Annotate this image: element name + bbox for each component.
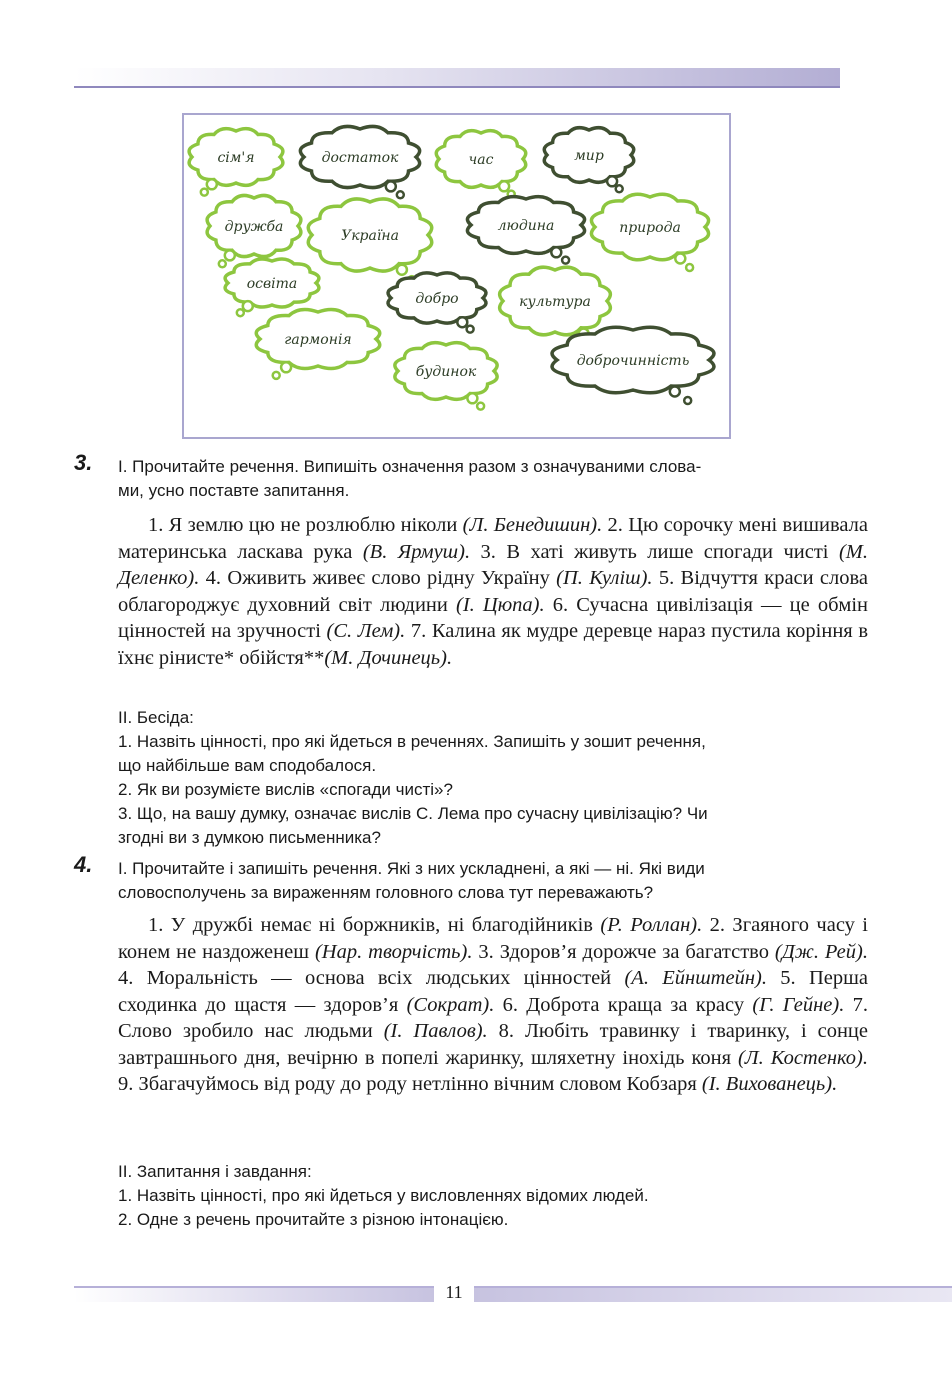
- question-line: 1. Назвіть цінності, про які йдеться у висловленнях відомих людей.: [118, 1186, 649, 1205]
- question-line: 2. Одне з речень прочитайте з різною інтонацією.: [118, 1210, 509, 1229]
- cloud-tail: [551, 247, 561, 257]
- instruction-line: І. Прочитайте речення. Випишіть означення разом з означуваними слова-: [118, 457, 702, 476]
- question-line: що найбільше вам сподобалося.: [118, 756, 377, 775]
- cloud-word: будинок: [415, 364, 477, 380]
- cloud-tail: [670, 387, 680, 397]
- cloud-word: культура: [519, 294, 591, 310]
- cloud-word: дружба: [224, 219, 284, 235]
- question-line: 2. Як ви розумієте вислів «спогади чисті»?: [118, 780, 453, 799]
- section-title: ІІ. Бесіда:: [118, 708, 194, 727]
- cloud-word: добро: [415, 291, 459, 307]
- sentence-author: (Р. Роллан).: [600, 914, 703, 936]
- sentence-author: (І. Павлов).: [383, 1020, 488, 1042]
- speech-cloud: [591, 194, 708, 271]
- sentence-author: (Г. Гейне).: [752, 993, 845, 1016]
- speech-cloud: [308, 199, 431, 283]
- task-3-discussion: [118, 706, 868, 850]
- task-3-instruction: [118, 455, 868, 503]
- sentence-text: 4. Моральність — основа всіх людських цінностей: [118, 967, 625, 989]
- sentence-text: 7. Калина як мудре деревце нараз пустила коріння в їхнє рінисте* обійстя**: [118, 620, 869, 669]
- sentence-text: 7. Слово зробило нас людьми: [118, 993, 869, 1042]
- cloud-tail: [675, 254, 685, 264]
- sentence-author: (Дж. Рей).: [774, 940, 868, 963]
- word-cloud-figure: [182, 113, 731, 439]
- cloud-tail: [467, 393, 477, 403]
- cloud-tail: [684, 397, 691, 404]
- footer-rule-left: [74, 1286, 434, 1302]
- sentence-author: (Нар. творчість).: [314, 940, 473, 963]
- sentence-text: 2. Цю сорочку мені вишивала материнська ласкава рука: [118, 514, 868, 563]
- cloud-word: мир: [574, 148, 604, 164]
- task-4-instruction: [118, 857, 868, 905]
- cloud-word: доброчинність: [576, 353, 690, 369]
- cloud-word: сім'я: [217, 150, 255, 166]
- speech-cloud: [395, 343, 497, 410]
- word-cloud-illustration: [184, 115, 729, 437]
- sentence-author: (П. Куліш).: [556, 567, 653, 589]
- cloud-tail: [273, 372, 280, 379]
- question-line: 1. Назвіть цінності, про які йдеться в реченнях. Запишіть у зошит речення,: [118, 732, 706, 751]
- speech-cloud: [225, 259, 319, 316]
- cloud-word: час: [468, 152, 494, 168]
- speech-cloud: [552, 327, 714, 404]
- section-title: ІІ. Запитання і завдання:: [118, 1162, 312, 1181]
- cloud-tail: [616, 185, 623, 192]
- speech-cloud: [388, 273, 486, 333]
- sentence-text: 8. Любіть травинку і тваринку, і сонце завтрашнього дня, вечірню в попелі жаринку, шляхетну інохідь коня: [118, 1020, 868, 1069]
- cloud-word: освіта: [246, 276, 298, 292]
- cloud-tail: [397, 265, 407, 275]
- sentence-text: 4. Оживить живеє слово рідну Україну: [199, 567, 557, 589]
- cloud-word: достаток: [321, 150, 399, 166]
- cloud-tail: [243, 301, 253, 311]
- page-number: 11: [445, 1282, 463, 1302]
- cloud-tail: [686, 264, 693, 271]
- cloud-word: Україна: [341, 228, 399, 244]
- sentence-text: 6. Сучасна цивілізація — це обмін цінностей на зручності: [118, 593, 868, 642]
- sentence-text: 6. Доброта краща за красу: [494, 993, 753, 1016]
- cloud-tail: [237, 309, 244, 316]
- sentence-text: 1. У дружбі немає ні боржників, ні благодійників: [148, 914, 601, 936]
- cloud-tail: [386, 181, 396, 191]
- cloud-word: природа: [619, 220, 681, 236]
- task-3-sentences: [118, 512, 868, 671]
- sentence-author: (М. Дочинець).: [324, 646, 453, 669]
- speech-cloud: [436, 131, 525, 198]
- sentence-author: (І. Вихованець).: [701, 1073, 838, 1095]
- speech-cloud: [207, 195, 301, 267]
- cloud-tail: [225, 250, 235, 260]
- header-rule: [74, 68, 840, 88]
- sentence-author: (Л. Костенко).: [737, 1046, 869, 1069]
- cloud-tail: [499, 181, 509, 191]
- question-line: згодні ви з думкою письменника?: [118, 828, 381, 847]
- question-line: 3. Що, на вашу думку, означає вислів С. Лема про сучасну цивілізацію? Чи: [118, 804, 708, 823]
- cloud-tail: [607, 176, 617, 186]
- cloud-tail: [467, 326, 474, 333]
- sentence-text: 5. Відчуття краси слова облагороджує духовний світ людини: [118, 567, 868, 616]
- speech-cloud: [256, 310, 379, 379]
- speech-cloud: [544, 128, 633, 193]
- instruction-line: ми, усно поставте запитання.: [118, 481, 350, 500]
- sentence-author: (Л. Бенедишин).: [462, 514, 603, 536]
- cloud-tail: [397, 191, 404, 198]
- speech-cloud: [467, 197, 584, 264]
- sentence-author: (Сократ).: [406, 993, 495, 1016]
- speech-cloud: [300, 126, 419, 198]
- task-number: 3.: [74, 450, 93, 475]
- page-footer: [74, 1283, 952, 1303]
- sentence-text: 3. Здоров’я дорожче за багатство: [472, 940, 775, 963]
- sentence-text: 2. Згаяного часу і конем не наздоженеш: [118, 914, 868, 963]
- sentence-text: 5. Перша сходинка до щастя — здоров’я: [118, 967, 868, 1016]
- speech-cloud: [189, 129, 283, 196]
- cloud-tail: [201, 189, 208, 196]
- task-number: 4.: [74, 852, 93, 877]
- sentence-author: (М. Деленко).: [118, 540, 868, 589]
- cloud-word: гармонія: [284, 332, 352, 348]
- task-4-questions: [118, 1160, 868, 1232]
- sentence-text: 3. В хаті живуть лише спогади чисті: [470, 540, 839, 563]
- cloud-tail: [219, 260, 226, 267]
- task-4-sentences: [118, 912, 868, 1098]
- cloud-tail: [207, 179, 217, 189]
- cloud-tail: [477, 403, 484, 410]
- sentence-author: (В. Ярмуш).: [362, 540, 471, 563]
- footer-rule-right: [474, 1286, 952, 1302]
- sentence-author: (С. Лем).: [326, 620, 406, 642]
- sentence-text: 9. Збагачуймось від роду до роду нетлінно вічним словом Кобзаря: [118, 1073, 702, 1095]
- cloud-tail: [281, 362, 291, 372]
- sentence-author: (А. Ейнштейн).: [624, 967, 767, 989]
- instruction-line: І. Прочитайте і запишіть речення. Які з них ускладнені, а які — ні. Які види: [118, 859, 705, 878]
- sentence-author: (І. Цюпа).: [456, 593, 545, 616]
- cloud-tail: [457, 317, 467, 327]
- cloud-tail: [562, 257, 569, 264]
- instruction-line: словосполучень за вираженням головного слова тут переважають?: [118, 883, 654, 902]
- cloud-word: людина: [497, 218, 555, 234]
- sentence-text: 1. Я землю цю не розлюблю ніколи: [148, 514, 463, 536]
